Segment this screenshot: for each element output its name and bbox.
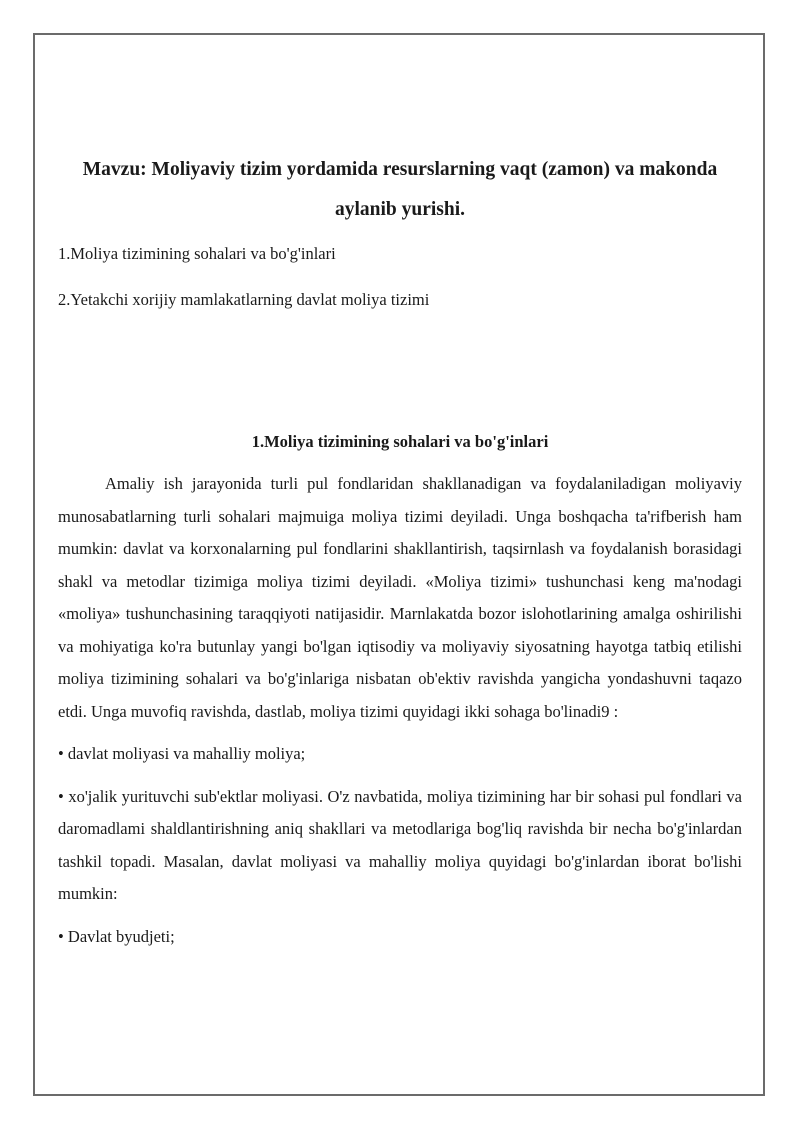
document-title: Mavzu: Moliyaviy tizim yordamida resurslarning vaqt (zamon) va makonda aylanib yurishi. [82, 159, 718, 220]
toc-item-2: 2.Yetakchi xorijiy mamlakatlarning davlat moliya tizimi [58, 290, 430, 309]
bullet-item-1: • davlat moliyasi va mahalliy moliya; [58, 744, 306, 763]
section-heading: 1.Moliya tizimining sohalari va bo'g'inlari [251, 432, 549, 451]
body-paragraph: Amaliy ish jarayonida turli pul fondlaridan shakllanadigan va foydalaniladigan moliyaviy munosabatlarning turli sohalari majmuiga moliya tizimi deyiladi. Unga boshqacha ta'rifberish ham mumkin: davlat va korxonalarning pul fondlarini shakllantirish, taqsirnlash va foydalanish borasidagi shakl va metodlar tizimiga moliya tizimi deyiladi. «Moliya tizimi» tushunchasi keng ma'nodagi «moliya» tushunchasining taraqqiyoti natijasidir. Marnlakatda bozor islohotlarining amalga oshirilishi va mohiyatiga ko'ra butunlay yangi bo'lgan iqtisodiy va moliyaviy siyosatning hayotga tatbiq etilishi moliya tizimining sohalari va bo'g'inlariga nisbatan ob'ektiv ravishda yangicha yondashuvni taqazo etdi. Unga muvofiq ravishda, dastlab, moliya tizimi quyidagi ikki sohaga bo'linadi9 : [58, 474, 742, 721]
document-body [58, 150, 742, 953]
bullet-item-2: • xo'jalik yurituvchi sub'ektlar moliyasi. O'z navbatida, moliya tizimining har bir sohasi pul fondlari va daromadlami shaldlantirishning aniq shakllari va metodlariga bog'liq ravishda bir necha bo'g'inlardan tashkil topadi. Masalan, davlat moliyasi va mahalliy moliya quyidagi bo'g'inlardan iborat bo'lishi mumkin: [58, 786, 742, 903]
bullet-item-3: • Davlat byudjeti; [58, 926, 175, 946]
toc-item-1: 1.Moliya tizimining sohalari va bo'g'inlari [58, 244, 336, 263]
table-of-contents [58, 242, 742, 312]
